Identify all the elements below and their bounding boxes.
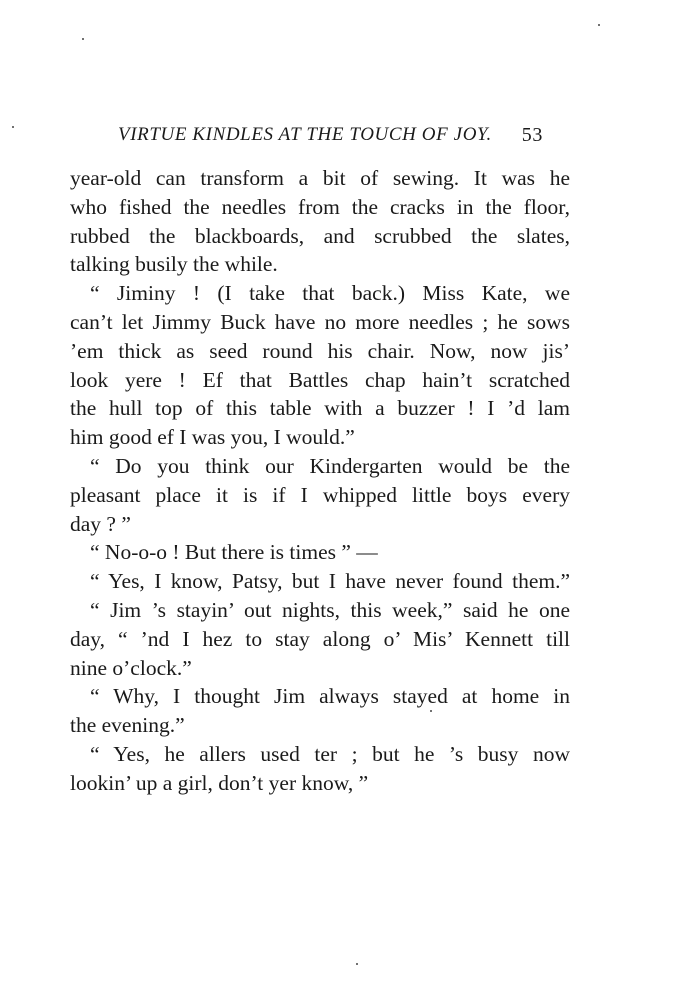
text-line: him good ef I was you, I would.” [70,425,355,450]
scan-speck [430,710,432,712]
text-line: who fished the needles from the cracks in the floor, [70,194,570,219]
text-line: “ No-o-o ! But there is times ” — [90,540,378,565]
text-line: rubbed the blackboards, and scrubbed the slates, [70,223,570,248]
text-line: talking busily the while. [70,252,278,277]
text-line: lookin’ up a girl, don’t yer know, ” [70,770,369,795]
scan-speck [12,126,14,128]
scan-speck [598,24,600,26]
text-line: ’em thick as seed round his chair. Now, now jis’ [70,338,570,363]
text-line: the evening.” [70,713,185,738]
scan-speck [356,963,358,965]
text-line: “ Jiminy ! (I take that back.) Miss Kate, we [90,281,570,306]
text-line: “ Yes, he allers used ter ; but he ’s busy now [90,741,570,766]
text-line: “ Why, I thought Jim always stayed at home in [90,684,570,709]
scan-speck [82,38,84,40]
text-line: nine o’clock.” [70,655,192,680]
text-line: look yere ! Ef that Battles chap hain’t scratched [70,367,570,392]
text-line: pleasant place it is if I whipped little boys every [70,482,570,507]
body-text [70,164,570,798]
text-line: “ Yes, I know, Patsy, but I have never found them.” [90,569,570,594]
page-number: 53 [521,124,543,146]
text-line: “ Jim ’s stayin’ out nights, this week,” said he one [90,597,570,622]
running-header [118,124,543,150]
text-line: the hull top of this table with a buzzer ! I ’d lam [70,396,570,421]
text-line: day, “ ’nd I hez to stay along o’ Mis’ Kennett till [70,626,570,651]
text-line: “ Do you think our Kindergarten would be the [90,453,570,478]
text-line: can’t let Jimmy Buck have no more needles ; he sows [70,309,570,334]
text-line: day ? ” [70,511,131,536]
text-line: year-old can transform a bit of sewing. It was he [70,166,570,190]
running-title: VIRTUE KINDLES AT THE TOUCH OF JOY. [118,124,492,145]
